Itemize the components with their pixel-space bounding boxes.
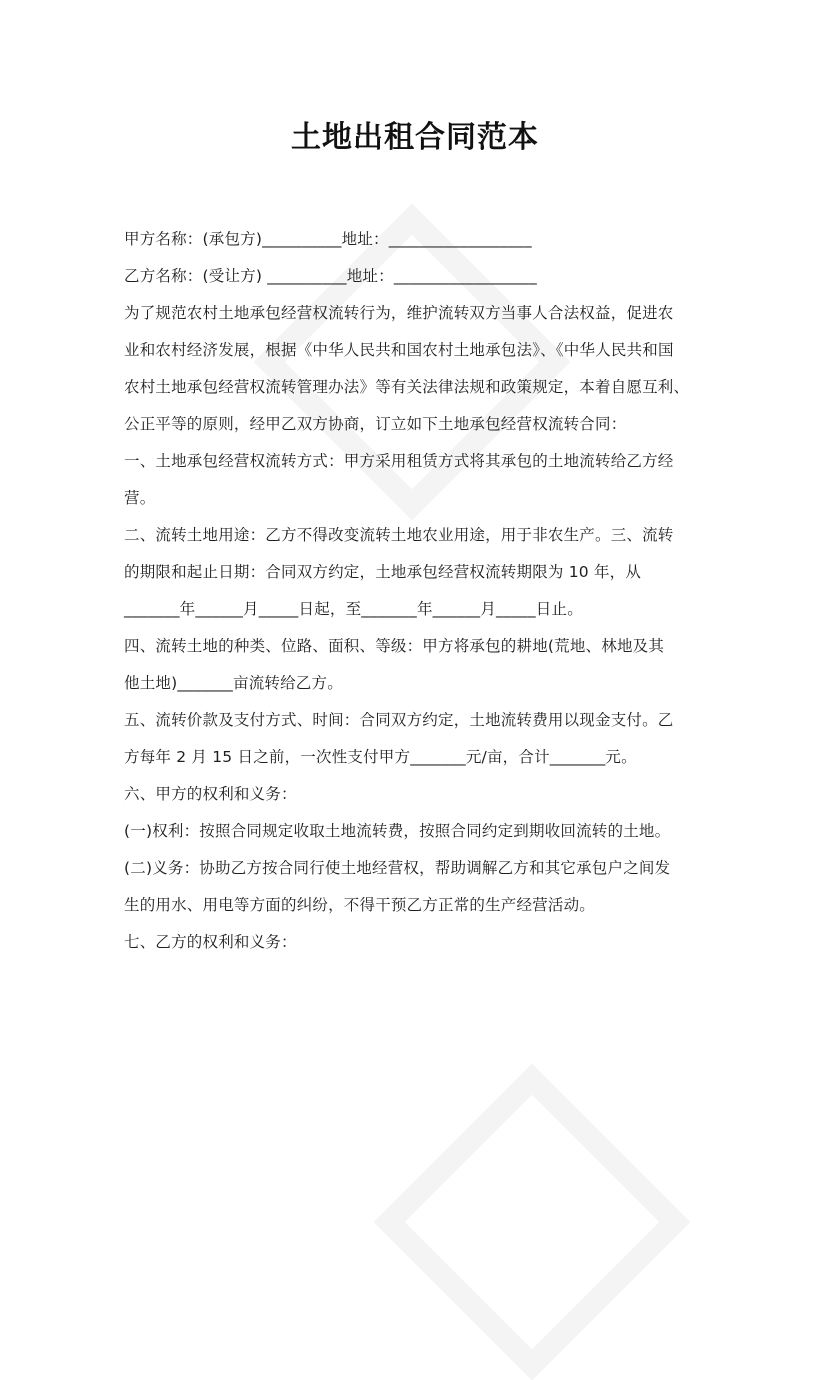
preamble-line: 业和农村经济发展，根据《中华人民共和国农村土地承包法》、《中华人民共和国 <box>124 341 674 359</box>
preamble-line: 公正平等的原则，经甲乙双方协商，订立如下土地承包经营权流转合同： <box>124 415 627 433</box>
document-body <box>124 221 724 961</box>
preamble-line: 农村土地承包经营权流转管理办法》等有关法律法规和政策规定，本着自愿互利、 <box>124 378 690 396</box>
clause-6-rights: (一)权利：按照合同规定收取土地流转费，按照合同约定到期收回流转的土地。 <box>124 822 671 840</box>
clause-4-line: 他土地)_______亩流转给乙方。 <box>124 674 343 692</box>
clause-3-line: 的期限和起止日期：合同双方约定，土地承包经营权流转期限为 10 年，从 <box>124 563 642 581</box>
clause-3-line: _______年______月_____日起，至_______年______月_____日止。 <box>124 600 583 618</box>
clause-6-duties: 生的用水、用电等方面的纠纷，不得干预乙方正常的生产经营活动。 <box>124 896 596 914</box>
party-b-line: 乙方名称：(受让方) __________地址：__________________ <box>124 267 537 285</box>
party-a-line: 甲方名称：(承包方)__________地址：__________________ <box>124 230 532 248</box>
clause-5-line: 方每年 2 月 15 日之前，一次性支付甲方_______元/亩，合计_______元。 <box>124 748 637 766</box>
watermark-diamond-icon <box>374 1064 691 1380</box>
clause-5-line: 五、流转价款及支付方式、时间：合同双方约定，土地流转费用以现金支付。乙 <box>124 711 674 729</box>
clause-1-line: 营。 <box>124 489 156 507</box>
clause-6-duties: (二)义务：协助乙方按合同行使土地经营权，帮助调解乙方和其它承包户之间发 <box>124 859 671 877</box>
preamble-line: 为了规范农村土地承包经营权流转行为，维护流转双方当事人合法权益，促进农 <box>124 304 674 322</box>
clause-7-heading: 七、乙方的权利和义务： <box>124 933 297 951</box>
clause-1-line: 一、土地承包经营权流转方式：甲方采用租赁方式将其承包的土地流转给乙方经 <box>124 452 674 470</box>
document-title: 土地出租合同范本 <box>291 120 539 155</box>
clause-2-line: 二、流转土地用途：乙方不得改变流转土地农业用途，用于非农生产。三、流转 <box>124 526 674 544</box>
clause-4-line: 四、流转土地的种类、位路、面积、等级：甲方将承包的耕地(荒地、林地及其 <box>124 637 665 655</box>
clause-6-heading: 六、甲方的权利和义务： <box>124 785 297 803</box>
